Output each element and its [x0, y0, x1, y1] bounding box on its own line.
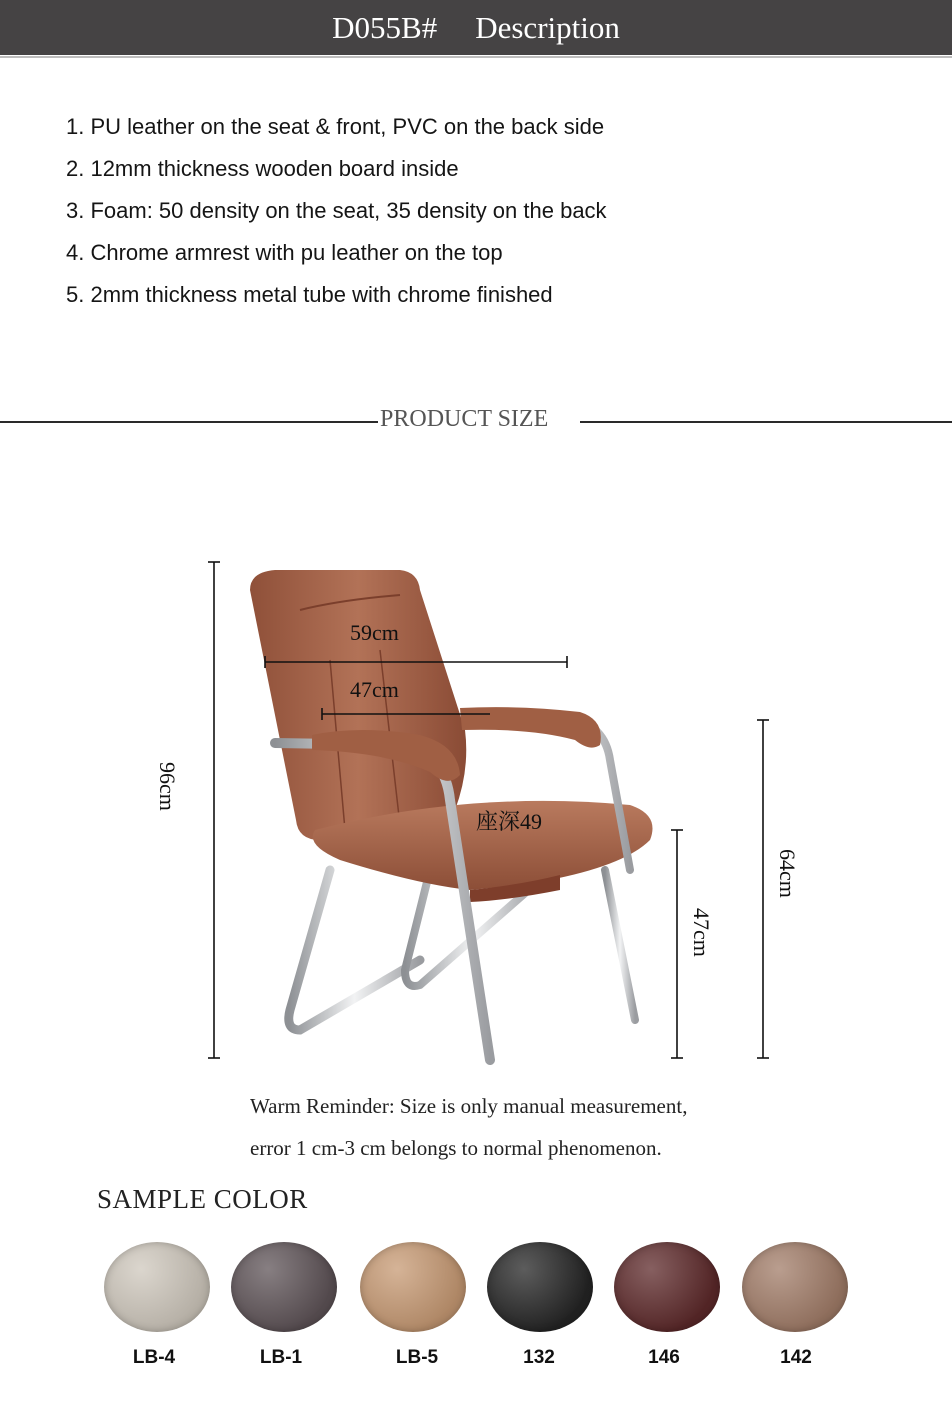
- description-item: 5. 2mm thickness metal tube with chrome finished: [66, 282, 553, 307]
- seat-depth-label: 座深49: [476, 809, 543, 834]
- color-swatch-lb-5: [360, 1242, 466, 1332]
- seat-height-label: 47cm: [689, 908, 714, 957]
- color-swatch-142: [742, 1242, 848, 1332]
- reminder-line: Warm Reminder: Size is only manual measurement,: [250, 1094, 688, 1118]
- swatch-label: 146: [648, 1347, 680, 1368]
- description-item: 3. Foam: 50 density on the seat, 35 density on the back: [66, 198, 607, 223]
- model-code: D055B#: [332, 9, 438, 45]
- header-title: Description: [475, 9, 620, 45]
- description-item: 4. Chrome armrest with pu leather on the top: [66, 240, 503, 265]
- description-list: [66, 106, 607, 316]
- swatch-label: LB-1: [259, 1347, 303, 1368]
- section-rule-right: [580, 421, 952, 423]
- chair-image: [250, 570, 653, 1060]
- swatch-label: 132: [523, 1347, 555, 1368]
- description-item: 1. PU leather on the seat & front, PVC on the back side: [66, 114, 605, 139]
- swatch-label: LB-5: [395, 1347, 439, 1368]
- sample-color-title: SAMPLE COLOR: [97, 1184, 308, 1214]
- section-rule-left: [0, 421, 378, 423]
- height-total-label: 96cm: [155, 762, 180, 811]
- description-header: [0, 0, 952, 55]
- color-swatch-146: [614, 1242, 720, 1332]
- swatch-label: 142: [780, 1347, 812, 1368]
- header-divider: [0, 56, 952, 58]
- swatch-label: LB-4: [132, 1347, 176, 1368]
- description-item: 2. 12mm thickness wooden board inside: [66, 156, 459, 181]
- width-seat-label: 47cm: [350, 677, 399, 702]
- width-total-label: 59cm: [350, 620, 399, 645]
- arm-height-label: 64cm: [775, 849, 800, 898]
- color-swatch-lb-1: [231, 1242, 337, 1332]
- warm-reminder: [250, 1085, 687, 1169]
- color-swatch-132: [487, 1242, 593, 1332]
- product-size-title: PRODUCT SIZE: [380, 406, 549, 432]
- chair-dimension-figure: [0, 540, 952, 1080]
- color-swatch-lb-4: [104, 1242, 210, 1332]
- reminder-line: error 1 cm-3 cm belongs to normal phenomenon.: [250, 1136, 662, 1160]
